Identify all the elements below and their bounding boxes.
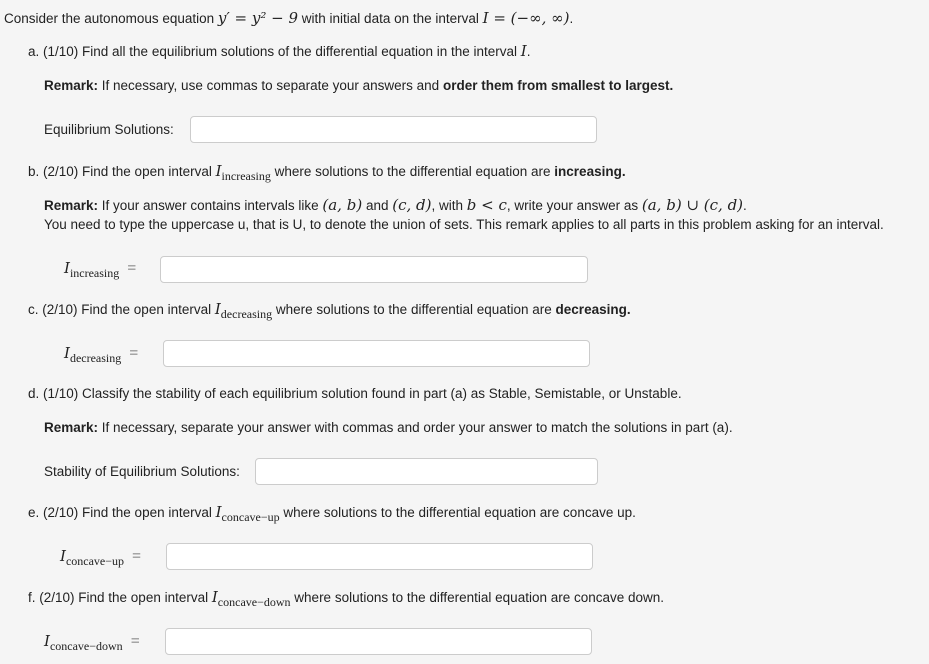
- part-a-question: [28, 42, 531, 61]
- remark-r2: and: [362, 198, 393, 213]
- equals-sign: =: [130, 633, 140, 650]
- intro-text: [4, 9, 573, 28]
- intro-mid: with initial data on the interval: [298, 11, 483, 26]
- remark-r3: , with: [431, 198, 467, 213]
- part-b-var: I: [215, 162, 222, 180]
- part-c-var: I: [214, 300, 221, 318]
- part-a-text: a. (1/10) Find all the equilibrium solutions of the differential equation in the interval: [28, 44, 521, 59]
- intro-equation: y′ = y² − 9: [217, 9, 299, 27]
- part-d-question: d. (1/10) Classify the stability of each equilibrium solution found in part (a) as Stable, Semistable, or Unstable.: [28, 386, 682, 401]
- part-c-bold: decreasing.: [555, 302, 631, 317]
- intro-end: .: [569, 11, 574, 26]
- label-var: I: [60, 547, 66, 565]
- remark-text: If necessary, separate your answer with commas and order your answer to match the solutions in part (a).: [98, 420, 733, 435]
- label-var: I: [64, 344, 70, 362]
- label-sub: concave−down: [49, 639, 123, 653]
- remark-r5: .: [743, 198, 747, 213]
- part-e-sub: concave−up: [221, 510, 280, 524]
- part-d-remark: [44, 419, 733, 437]
- remark-r4: , write your answer as: [506, 198, 642, 213]
- remark-r1: If your answer contains intervals like: [98, 198, 323, 213]
- equals-sign: =: [129, 345, 139, 362]
- equilibrium-solutions-input[interactable]: [190, 116, 597, 143]
- part-b-text: b. (2/10) Find the open interval: [28, 164, 216, 179]
- part-c-text2: where solutions to the differential equation are: [272, 302, 556, 317]
- concave-down-input[interactable]: [165, 628, 592, 655]
- part-f-var: I: [211, 588, 218, 606]
- concave-up-label: [60, 547, 141, 566]
- remark-union: (a, b) ∪ (c, d): [641, 196, 744, 214]
- part-c-sub: decreasing: [220, 307, 273, 321]
- part-a-var: I: [520, 42, 527, 60]
- part-a-end: .: [526, 44, 531, 59]
- part-b-question: [28, 162, 626, 181]
- label-sub: decreasing: [69, 351, 122, 365]
- equals-sign: =: [127, 260, 137, 277]
- label-var: I: [64, 259, 70, 277]
- concave-up-input[interactable]: [166, 543, 593, 570]
- part-a-remark: [44, 77, 673, 95]
- remark-bold: order them from smallest to largest.: [442, 78, 674, 93]
- concave-down-label: [44, 632, 140, 651]
- equilibrium-label: Equilibrium Solutions:: [44, 122, 174, 137]
- increasing-label: [64, 259, 136, 278]
- part-e-text: e. (2/10) Find the open interval: [28, 505, 216, 520]
- part-f-question: [28, 588, 664, 607]
- label-var: I: [44, 632, 50, 650]
- equals-sign: =: [132, 548, 142, 565]
- part-c-text: c. (2/10) Find the open interval: [28, 302, 215, 317]
- part-e-var: I: [215, 503, 222, 521]
- remark-label: Remark:: [44, 420, 99, 435]
- remark-text: If necessary, use commas to separate your answers and: [98, 78, 443, 93]
- decreasing-label: [64, 344, 138, 363]
- label-sub: concave−up: [65, 554, 125, 568]
- remark-ab: (a, b): [322, 196, 363, 214]
- part-f-sub: concave−down: [217, 595, 291, 609]
- part-f-text: f. (2/10) Find the open interval: [28, 590, 212, 605]
- remark-cd: (c, d): [392, 196, 432, 214]
- part-b-bold: increasing.: [554, 164, 626, 179]
- label-sub: increasing: [69, 266, 120, 280]
- part-c-question: [28, 300, 631, 319]
- remark-bc: b < c: [466, 196, 507, 214]
- decreasing-interval-input[interactable]: [163, 340, 590, 367]
- part-b-text2: where solutions to the differential equation are: [270, 164, 555, 179]
- part-f-text2: where solutions to the differential equation are concave down.: [290, 590, 665, 605]
- increasing-interval-input[interactable]: [160, 256, 588, 283]
- stability-input[interactable]: [255, 458, 598, 485]
- remark-label: Remark:: [44, 78, 99, 93]
- remark-line2: You need to type the uppercase u, that is U, to denote the union of sets. This remark applies to all parts in this problem asking for an interval.: [44, 217, 884, 232]
- intro-interval: I = (−∞, ∞): [482, 9, 570, 27]
- part-b-sub: increasing: [221, 169, 271, 183]
- part-b-remark: [44, 196, 747, 215]
- part-e-question: [28, 503, 636, 522]
- intro-pre: Consider the autonomous equation: [4, 11, 218, 26]
- stability-label: Stability of Equilibrium Solutions:: [44, 464, 240, 479]
- part-e-text2: where solutions to the differential equation are concave up.: [279, 505, 636, 520]
- remark-label: Remark:: [44, 198, 99, 213]
